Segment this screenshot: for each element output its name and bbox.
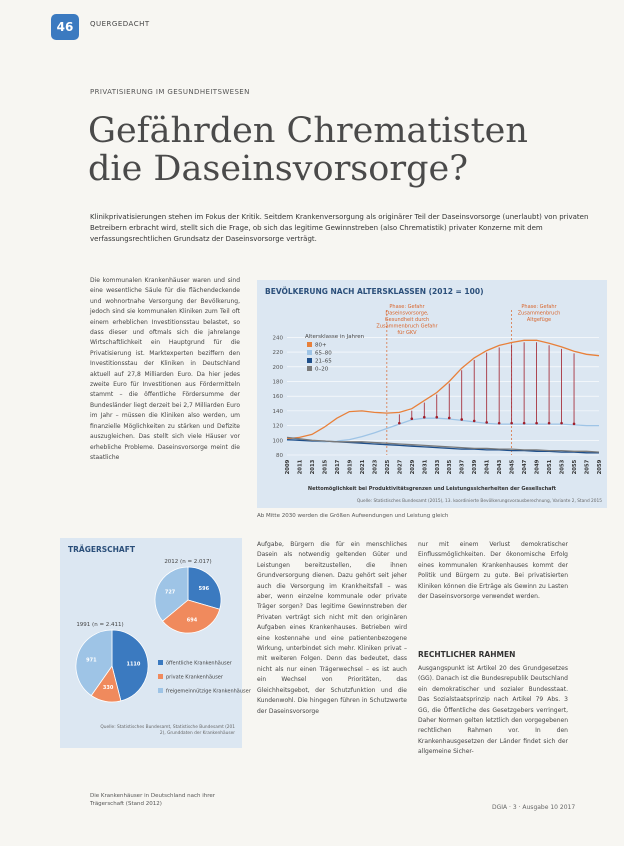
x-tick-label: 2023 <box>372 459 379 475</box>
pie-source: Quelle: Statistisches Bundesamt, Statistische Bundesamt (201 <box>100 725 235 730</box>
page-footer: DGIA · 3 · Ausgabe 10 2017 <box>492 804 576 811</box>
page-number-badge: 46 <box>51 14 79 40</box>
pie-value-label: 971 <box>86 657 97 664</box>
chart1-caption: Ab Mitte 2030 werden die Größen Aufwendungen und Leistung gleich <box>257 513 449 519</box>
x-tick-label: 2021 <box>359 459 366 475</box>
x-tick-label: 2013 <box>309 459 316 475</box>
chart-source: Quelle: Statistisches Bundesamt (2015), 13. koordinierte Bevölkerungsvorausberechnung, Variante 2, Stand 2015 <box>356 499 602 504</box>
legend-label: 21–65 <box>315 358 332 365</box>
body-column-3: nur mit einem Verlust demokratischer Einflussmöglichkeiten. Der ökonomische Erfolg eines kommunalen Krankenhauses kommt der Politik und Bürgern zu gute. Bei privatisierten Kliniken können die Erträge als Gewinn zu Lasten der Daseinsvorsorge verwendet werden. <box>418 541 568 601</box>
x-tick-label: 2057 <box>584 459 591 475</box>
chart-title: BEVÖLKERUNG NACH ALTERSKLASSEN (2012 = 100) <box>265 287 484 296</box>
x-tick-label: 2051 <box>547 459 554 475</box>
chart2-caption: Die Krankenhäuser in Deutschland nach ihrer Trägerschaft (Stand 2012) <box>90 793 216 807</box>
gap-arrow-head <box>535 422 538 425</box>
pie-legend-label: freigemeinnützige Krankenhäuser <box>166 688 251 695</box>
pie-label: 2012 (n = 2.017) <box>164 559 212 565</box>
x-tick-label: 2039 <box>472 459 479 475</box>
gap-arrow-head <box>473 420 476 423</box>
article-kicker: PRIVATISIERUNG IM GESUNDHEITSWESEN <box>90 88 250 96</box>
x-tick-label: 2019 <box>347 459 354 475</box>
x-tick-label: 2037 <box>459 459 466 475</box>
legend-label: 65–80 <box>315 350 332 357</box>
y-tick-label: 180 <box>272 379 283 386</box>
y-tick-label: 160 <box>272 394 283 401</box>
phase-annotation: Zusammenbruch Gefahr <box>376 323 438 330</box>
pie-label: 1991 (n = 2.411) <box>76 622 124 628</box>
pie-legend-swatch <box>158 688 163 693</box>
phase-annotation: Gesundheit durch <box>384 317 430 323</box>
chart-footnote: Nettomöglichkeit bei Produktivitätsgrenzen und Leistungssicherheiten der Gesellschaft <box>307 486 557 492</box>
legend-swatch <box>307 366 312 371</box>
chart-panel-population <box>257 280 607 508</box>
legend-swatch <box>307 342 312 347</box>
article-lead: Klinikprivatisierungen stehen im Fokus der Kritik. Seitdem Krankenversorgung als originärer Teil der Daseinsvorsorge (unerlaubt) von privaten Betreibern erbracht wird, stellt sich die Frage, ob sich das legitime Gewinnstreben (also Chrematistik) privater Konzerne mit dem verfassungsrechtlichen Grundsatz der Daseinsvorsorge verträgt. <box>90 213 589 243</box>
gap-arrow-head <box>510 422 513 425</box>
pie-legend-label: private Krankenhäuser <box>166 674 223 681</box>
y-tick-label: 240 <box>272 335 283 342</box>
x-tick-label: 2041 <box>484 459 491 475</box>
pie-value-label: 1110 <box>126 661 141 668</box>
gap-arrow-head <box>560 422 563 425</box>
x-tick-label: 2035 <box>447 459 454 475</box>
x-tick-label: 2027 <box>397 459 404 475</box>
pie-value-label: 596 <box>198 586 210 593</box>
x-tick-label: 2009 <box>285 459 291 475</box>
pie-source-2: 2), Grunddaten der Krankenhäuser <box>159 731 235 736</box>
gap-arrow-head <box>411 417 414 420</box>
article-title <box>88 112 528 188</box>
x-tick-label: 2029 <box>409 459 416 475</box>
x-tick-label: 2055 <box>572 459 579 475</box>
phase-annotation: Zusammenbruch <box>517 310 561 317</box>
y-tick-label: 220 <box>272 350 283 357</box>
y-tick-label: 80 <box>276 453 283 459</box>
pie-legend-swatch <box>158 674 163 679</box>
body-column-3b: Ausgangspunkt ist Artikel 20 des Grundgesetzes (GG). Danach ist die Bundesrepublik Deutschland ein demokratischer und sozialer Bundesstaat. Das Sozialstaatsprinzip nach Artikel 79 Abs. 3 GG, die Öffentliche des Gesetzgebers verringert, Daher Normen gelten letztlich den vorgegebenen rechtlichen Rahmen vor. In den Krankenhausgesetzen der Länder findet sich der allgemeine Sicher- <box>418 665 568 756</box>
population-line-chart <box>257 280 607 508</box>
x-tick-label: 2045 <box>509 459 516 475</box>
subheading-legal-frame: RECHTLICHER RAHMEN <box>418 650 516 659</box>
y-tick-label: 100 <box>272 438 283 445</box>
gap-arrow-head <box>523 422 526 425</box>
gap-arrow-head <box>398 422 401 425</box>
pie-value-label: 727 <box>164 589 176 596</box>
pie-legend-swatch <box>158 660 163 665</box>
gap-arrow-head <box>435 416 438 419</box>
pie-legend-label: öffentliche Krankenhäuser <box>166 660 232 667</box>
x-tick-label: 2011 <box>297 459 304 475</box>
x-tick-label: 2031 <box>422 459 429 475</box>
gap-arrow-head <box>548 422 551 425</box>
x-tick-label: 2025 <box>384 459 391 475</box>
chart-panel-trägerschaft <box>60 538 251 748</box>
legend-title: Altersklasse in Jahren <box>305 334 365 340</box>
ownership-pie-charts <box>60 538 251 748</box>
pie-chart-title: TRÄGERSCHAFT <box>68 545 135 554</box>
legend-swatch <box>307 358 312 363</box>
x-tick-label: 2059 <box>597 459 603 475</box>
title-line-2: die Daseinsvorsorge? <box>88 149 468 189</box>
gap-arrow-head <box>573 423 576 426</box>
x-tick-label: 2049 <box>534 459 541 475</box>
series-line <box>287 437 599 452</box>
y-tick-label: 200 <box>272 364 283 371</box>
x-tick-label: 2017 <box>334 459 341 475</box>
body-column-2: Aufgabe, Bürgern die für ein menschliches Dasein als notwendig geltenden Güter und Leistungen bereitzustellen, die ihnen Grundversorgung dienen. Dazu gehört seit jeher auch die Versorgung im Krankheitsfall – was aber, wenn einzelne kommunale oder private Träger sorgen? Das legitime Gewinnstreben der Privaten verträgt sich nicht mit den originären Aufgaben eines Krankenhauses. Betrieben wird eine kostennahe und eine patientenbezogene Wirkung, unterbindet sich mehr. Kliniken privat – mit weiteren Folgen. Denn das bedeutet, dass nicht als nur einen Trägerwechsel – es ist auch ein Wechsel von Prioritäten, das Gleichheitsgebot, der Schutzfunktion und die Kundenwohl. Die hingegen führen in Schutzwerte der Daseinsvorsorge <box>257 541 407 715</box>
x-tick-label: 2043 <box>497 459 504 475</box>
y-tick-label: 140 <box>272 408 283 415</box>
title-line-1: Gefährden Chrematisten <box>88 111 528 151</box>
section-label: QUERGEDACHT <box>90 20 150 28</box>
gap-arrow-head <box>460 418 463 421</box>
gap-arrow-head <box>423 416 426 419</box>
x-tick-label: 2047 <box>522 459 529 475</box>
legend-label: 0–20 <box>315 366 329 373</box>
x-tick-label: 2033 <box>434 459 441 475</box>
legend-label: 80+ <box>315 342 327 349</box>
legend-swatch <box>307 350 312 355</box>
pie-value-label: 694 <box>186 617 198 624</box>
gap-arrow-head <box>448 417 451 420</box>
phase-annotation: Phase: Gefahr <box>521 304 557 310</box>
x-tick-label: 2015 <box>322 459 329 475</box>
phase-annotation: Altgefüge <box>526 317 552 323</box>
series-line <box>287 418 599 442</box>
gap-arrow-head <box>485 421 488 424</box>
y-tick-label: 120 <box>272 423 283 430</box>
gap-arrow-head <box>498 422 501 425</box>
pie-value-label: 330 <box>102 685 114 692</box>
body-column-1: Die kommunalen Krankenhäuser waren und sind eine wesentliche Säule für die flächendeckende und wohnortnahe Versorgung der Bevölkerung, jedoch sind sie kommunalen Kliniken zum Teil oft einem erheblichen Investitionsstau belastet, so dass dieser und oftmals sich die jahrelange Wirtschaftlichkeit ein Hauptgrund für die Privatisierung ist. Marktexperten beziffern den Investitionsstau der Kliniken in Deutschland aktuell auf 27,8 Milliarden Euro. Da hier jedes zweite Euro für Investitionen aus Fördermitteln stammt – die öffentliche Fördersumme der Bundesländer liegt derzeit bei 2,7 Milliarden Euro im Jahr – müssen die Kliniken also werden, um finanzielle Möglichkeiten zu stärken und Defizite auszugleichen. Das stellt sich viele Häuser vor erhebliche Probleme. Daseinsvorsorge meint die staatliche <box>90 277 240 461</box>
x-tick-label: 2053 <box>559 459 566 475</box>
phase-annotation: Daseinsvorsorge, <box>385 310 429 317</box>
phase-annotation: für GKV <box>397 330 417 336</box>
phase-annotation: Phase: Gefahr <box>389 304 425 310</box>
